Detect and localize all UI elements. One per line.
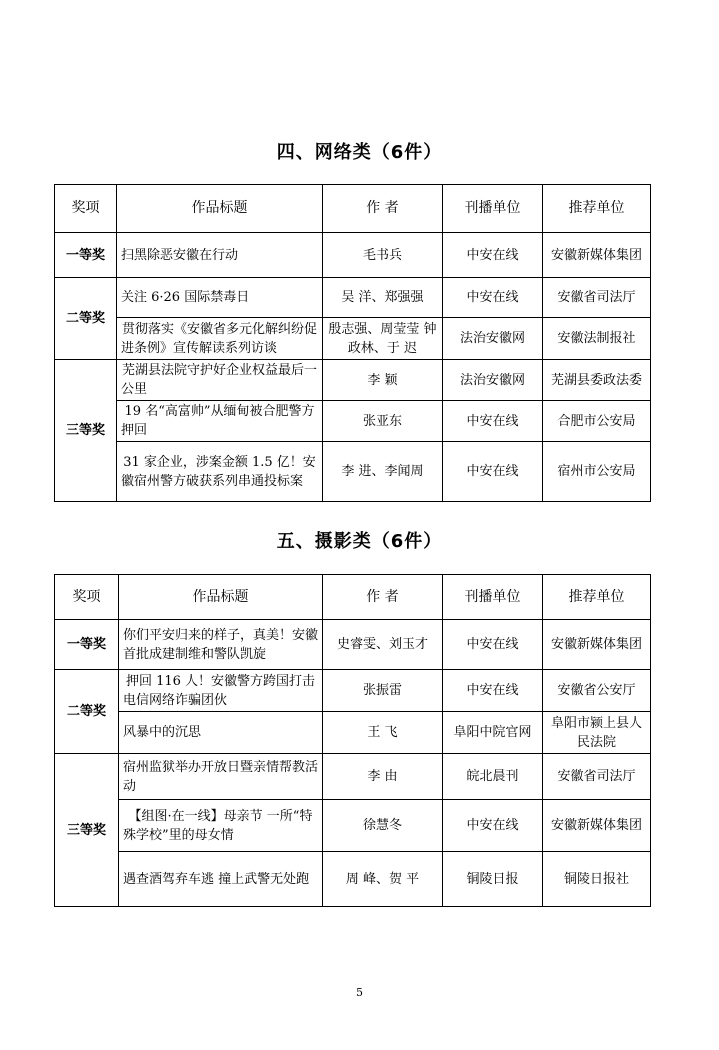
photo-awards-table: [54, 574, 651, 907]
table-header-row: [55, 575, 651, 620]
work-title: 遇查酒驾弃车逃 撞上武警无处跑: [119, 852, 323, 907]
award-level: 三等奖: [55, 360, 117, 502]
award-level: 二等奖: [55, 670, 119, 754]
work-recommender: 安徽省司法厅: [543, 278, 651, 318]
table-row: [55, 620, 651, 670]
work-author: 殷志强、周莹莹 钟政林、于 迟: [323, 318, 443, 360]
header-title: 作品标题: [119, 575, 323, 620]
work-outlet: 中安在线: [443, 442, 543, 502]
work-recommender: 阜阳市颍上县人民法院: [543, 712, 651, 754]
section-title-network: 四、网络类（6件）: [276, 142, 443, 163]
work-author: 毛书兵: [323, 233, 443, 278]
table-row: [55, 401, 651, 442]
work-recommender: 铜陵日报社: [543, 852, 651, 907]
work-outlet: 中安在线: [443, 670, 543, 712]
work-author: 张振雷: [323, 670, 443, 712]
work-author: 吴 洋、郑强强: [323, 278, 443, 318]
header-award: 奖项: [55, 185, 117, 233]
work-outlet: 中安在线: [443, 620, 543, 670]
work-title: 19 名“高富帅”从缅甸被合肥警方押回: [117, 401, 323, 442]
work-title: 押回 116 人！安徽警方跨国打击电信网络诈骗团伙: [119, 670, 323, 712]
work-recommender: 芜湖县委政法委: [543, 360, 651, 401]
table-row: [55, 318, 651, 360]
award-level: 一等奖: [55, 233, 117, 278]
work-author: 王 飞: [323, 712, 443, 754]
work-author: 李 进、李闻周: [323, 442, 443, 502]
work-title: 风暴中的沉思: [119, 712, 323, 754]
header-outlet: 刊播单位: [443, 185, 543, 233]
work-outlet: 法治安徽网: [443, 360, 543, 401]
work-author: 李 由: [323, 754, 443, 800]
table-row: [55, 712, 651, 754]
header-author: 作 者: [323, 185, 443, 233]
header-author: 作 者: [323, 575, 443, 620]
section-title-photo: 五、摄影类（6件）: [276, 531, 443, 552]
work-recommender: 安徽省公安厅: [543, 670, 651, 712]
work-recommender: 安徽新媒体集团: [543, 233, 651, 278]
award-level: 二等奖: [55, 278, 117, 360]
work-title: 【组图·在一线】母亲节 一所“特殊学校”里的母女情: [119, 800, 323, 852]
table-row: [55, 442, 651, 502]
table-row: [55, 670, 651, 712]
table-row: [55, 852, 651, 907]
header-award: 奖项: [55, 575, 119, 620]
header-outlet: 刊播单位: [443, 575, 543, 620]
work-outlet: 铜陵日报: [443, 852, 543, 907]
work-title: 关注 6·26 国际禁毒日: [117, 278, 323, 318]
work-outlet: 法治安徽网: [443, 318, 543, 360]
page-number: 5: [356, 986, 363, 999]
work-title: 贯彻落实《安徽省多元化解纠纷促进条例》宣传解读系列访谈: [117, 318, 323, 360]
table-header-row: [55, 185, 651, 233]
work-outlet: 中安在线: [443, 278, 543, 318]
table-row: [55, 800, 651, 852]
work-recommender: 宿州市公安局: [543, 442, 651, 502]
work-recommender: 安徽省司法厅: [543, 754, 651, 800]
table-row: [55, 233, 651, 278]
work-title: 扫黑除恶安徽在行动: [117, 233, 323, 278]
work-outlet: 中安在线: [443, 233, 543, 278]
work-title: 31 家企业，涉案金额 1.5 亿！安徽宿州警方破获系列串通投标案: [117, 442, 323, 502]
table-row: [55, 360, 651, 401]
work-title: 芜湖县法院守护好企业权益最后一公里: [117, 360, 323, 401]
work-outlet: 中安在线: [443, 401, 543, 442]
header-recommender: 推荐单位: [543, 575, 651, 620]
work-author: 史睿雯、刘玉才: [323, 620, 443, 670]
award-level: 一等奖: [55, 620, 119, 670]
work-recommender: 安徽新媒体集团: [543, 800, 651, 852]
work-outlet: 皖北晨刊: [443, 754, 543, 800]
award-level: 三等奖: [55, 754, 119, 907]
table-row: [55, 754, 651, 800]
work-title: 你们平安归来的样子，真美！安徽首批成建制维和警队凯旋: [119, 620, 323, 670]
header-recommender: 推荐单位: [543, 185, 651, 233]
work-author: 张亚东: [323, 401, 443, 442]
network-awards-table: [54, 184, 651, 502]
work-recommender: 合肥市公安局: [543, 401, 651, 442]
table-row: [55, 278, 651, 318]
work-outlet: 阜阳中院官网: [443, 712, 543, 754]
work-title: 宿州监狱举办开放日暨亲情帮教活动: [119, 754, 323, 800]
work-recommender: 安徽法制报社: [543, 318, 651, 360]
work-author: 李 颖: [323, 360, 443, 401]
work-author: 周 峰、贺 平: [323, 852, 443, 907]
work-outlet: 中安在线: [443, 800, 543, 852]
header-title: 作品标题: [117, 185, 323, 233]
work-author: 徐慧冬: [323, 800, 443, 852]
work-recommender: 安徽新媒体集团: [543, 620, 651, 670]
